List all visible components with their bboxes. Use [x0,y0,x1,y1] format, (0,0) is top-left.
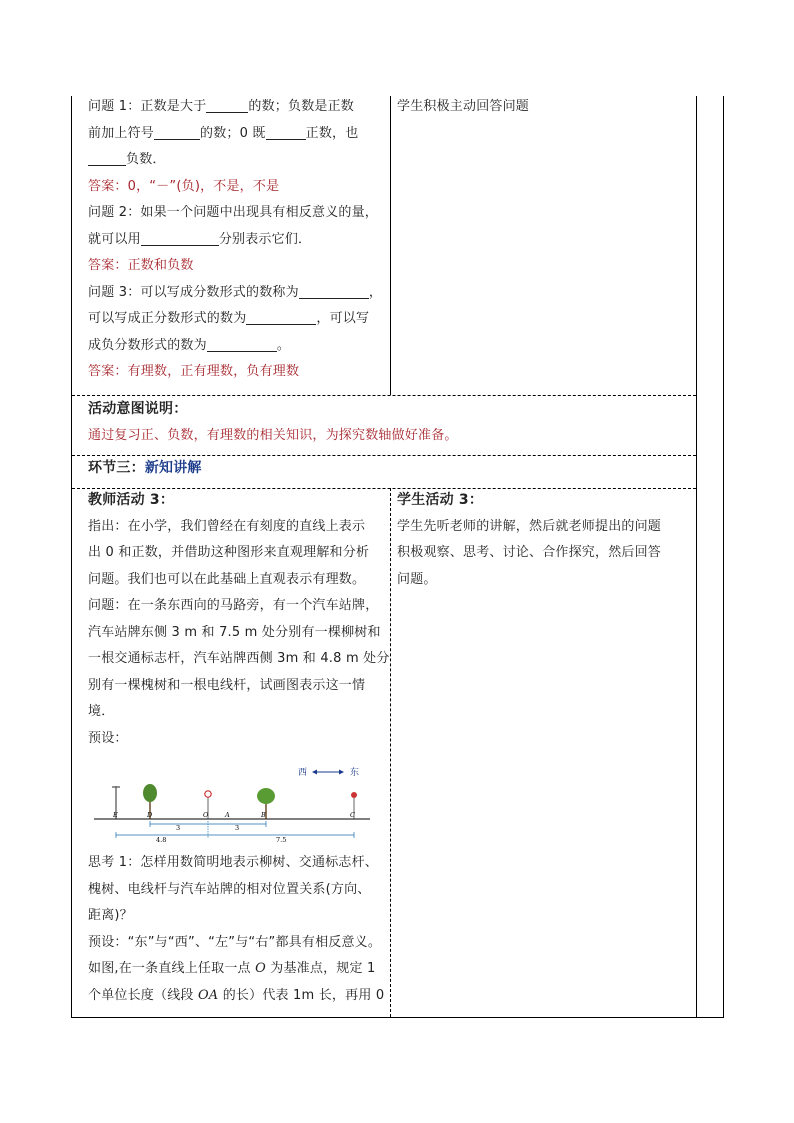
blank [88,151,126,166]
col-divider-top [390,96,391,395]
teacher-title: 教师活动 3： [88,492,175,508]
q3-text-a: 问题 3：可以写成分数形式的数称为 [88,284,299,300]
review-questions [88,94,382,386]
activity-intent [88,396,458,449]
point-a: A [225,811,230,819]
dist-eo: 4.8 [156,836,167,844]
blank [154,125,200,140]
intent-text: 通过复习正、负数，有理数的相关知识，为探究数轴做好准备。 [88,427,458,443]
teacher-line: 指出：在小学，我们曾经在有刻度的直线上表示 [88,518,366,534]
dist-oc: 7.5 [276,836,287,844]
teacher-line: 预设： [88,730,128,746]
blank [246,310,316,325]
teacher-line: 汽车站牌东侧 3 m 和 7.5 m 处分别有一棵柳树和 [88,624,381,640]
blank [207,337,277,352]
blank [141,231,219,246]
dist-ob: 3 [235,824,240,832]
point-o: O [203,811,209,819]
student-activity [397,487,661,593]
thinking-line: 思考 1：怎样用数简明地表示柳树、交通标志杆、 [88,855,379,870]
student-response-1 [397,94,529,121]
east-label: 东 [350,768,360,778]
thinking-line: 距离)？ [88,908,133,923]
q3-text-e: 成负分数形式的数为 [88,337,207,353]
answer-1: 答案：0，“－”(负)，不是，不是 [88,178,280,194]
point-d: D [147,811,153,819]
student-line: 问题。 [397,571,437,587]
student-text-1: 学生积极主动回答问题 [397,99,530,114]
bus-stop-sign-icon [205,791,211,797]
teacher-line: 问题。我们也可以在此基础上直观表示有理数。 [88,571,366,587]
blank [299,284,369,299]
preset-text: 如图,在一条直线上任取一点 [88,961,256,976]
student-title: 学生活动 3： [397,492,484,508]
blank [206,98,248,113]
intent-title: 活动意图说明： [88,401,188,417]
thinking-line: 槐树、电线杆与汽车站牌的相对位置关系(方向、 [88,881,371,897]
col-divider-bottom [390,488,391,1017]
arrow-head-right [339,770,344,775]
answer-3: 答案：有理数，正有理数，负有理数 [88,364,300,379]
stage-title: 新知讲解 [144,460,202,476]
teacher-thinking [88,850,384,1009]
q1-text-a: 问题 1：正数是大于 [88,99,207,114]
point-b: B [261,811,266,819]
q2-text: 问题 2：如果一个问题中出现具有相反意义的量， [88,205,379,220]
q1-text-b: 的数；负数是正数 [248,99,355,114]
preset-text: 为基准点，规定 1 [265,961,376,976]
q1-text-d: 的数；0 既 [200,125,266,141]
point-e: E [113,811,118,819]
road-figure [88,764,378,844]
q1-text-f: 负数． [126,152,166,167]
preset-text: 的长）代表 1m 长，再用 0 [218,987,385,1003]
blank [266,125,306,140]
answer-2: 答案：正数和负数 [88,258,194,273]
col-divider-right [696,96,697,1017]
stage-heading [88,455,202,482]
q2-text-a: 就可以用 [88,231,141,247]
traffic-sign-icon [351,792,357,798]
q3-text-b: ， [368,284,383,300]
student-line: 积极观察、思考、讨论、合作探究，然后回答 [397,545,662,560]
stage-label: 环节三： [88,460,145,476]
preset-text: 个单位长度（线段 [88,987,198,1003]
teacher-line: 出 0 和正数，并借助这种图形来直观理解和分析 [88,545,370,560]
teacher-activity [88,487,390,752]
q3-text-c: 可以写成正分数形式的数为 [88,311,247,326]
student-line: 学生先听老师的讲解，然后就老师提出的问题 [397,518,662,534]
q3-text-d: ，可以写 [316,311,370,326]
q2-text-b: 分别表示它们． [218,231,312,247]
tree-icon [257,788,275,804]
teacher-line: 别有一棵槐树和一根电线杆，试画图表示这一情 [88,677,366,693]
dist-do: 3 [176,824,181,832]
point-c: C [350,811,355,819]
point-o-symbol: O [255,961,266,976]
segment-oa-symbol: OA [197,987,219,1003]
q3-text-f: 。 [276,337,291,353]
teacher-line: 问题：在一条东西向的马路旁，有一个汽车站牌， [88,598,379,613]
west-label: 西 [298,768,308,778]
teacher-line: 一根交通标志杆，汽车站牌西侧 3m 和 4.8 m 处分 [88,651,390,666]
arrow-head-left [312,770,317,775]
q1-text-e: 正数，也 [305,125,359,141]
teacher-line: 境． [88,704,115,719]
preset-line: 预设：“东”与“西”、“左”与“右”都具有相反意义。 [88,934,382,950]
q1-text-c: 前加上符号 [88,125,155,141]
tree-icon [143,784,157,802]
